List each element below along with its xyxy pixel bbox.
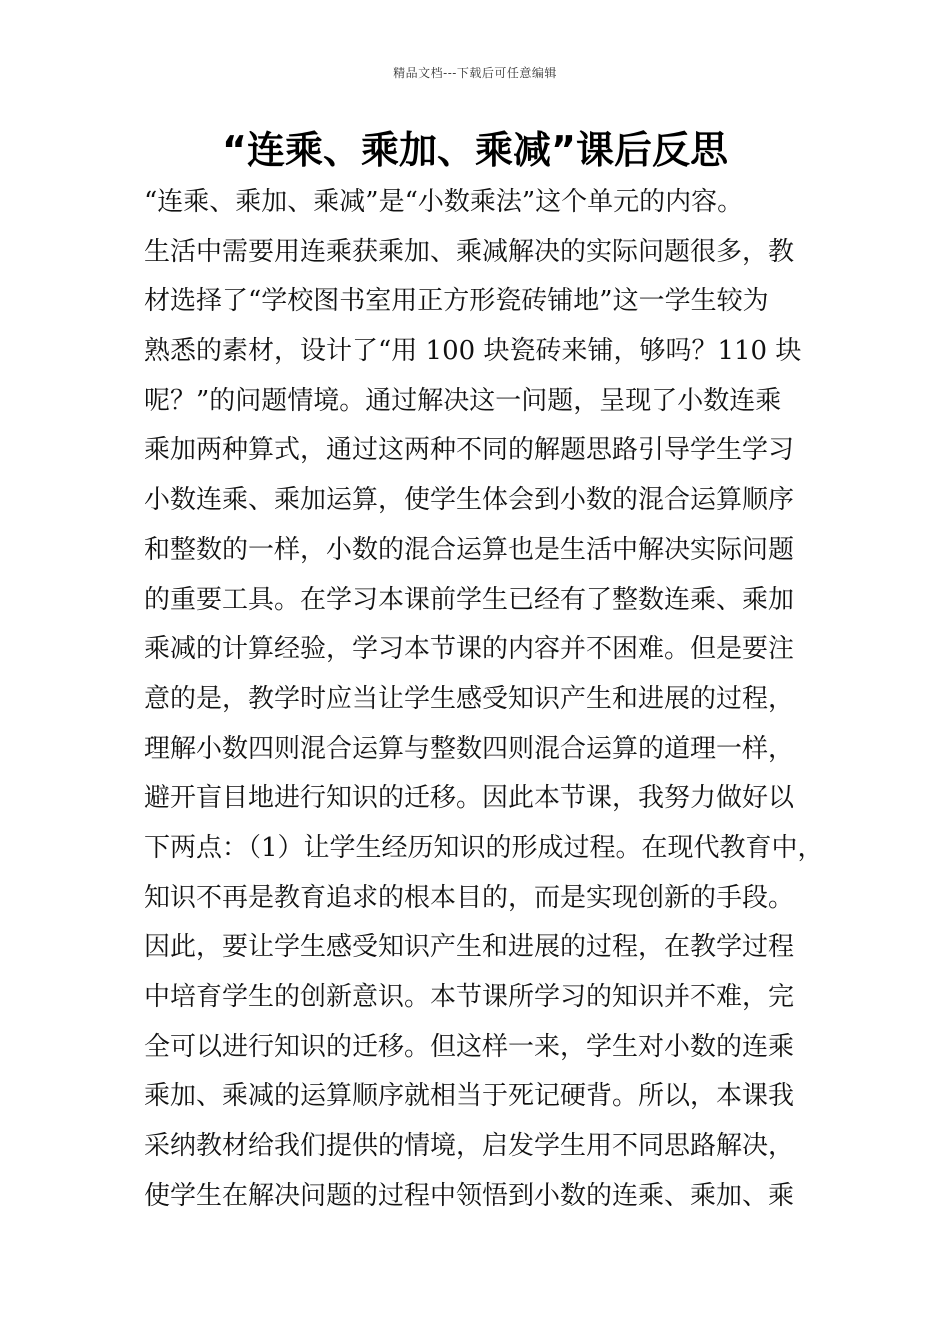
text-line: 使学生在解决问题的过程中领悟到小数的连乘、乘加、乘 bbox=[144, 1180, 795, 1211]
text-line: 下两点：（1）让学生经历知识的形成过程。在现代教育中， bbox=[144, 832, 824, 863]
text-line: 呢？”的问题情境。通过解决这一问题，呈现了小数连乘 bbox=[144, 385, 782, 416]
page-title: “连乘、乘加、乘减”课后反思 bbox=[222, 128, 728, 172]
text-line: 的重要工具。在学习本课前学生已经有了整数连乘、乘加 bbox=[144, 584, 795, 615]
text-line: 乘减的计算经验，学习本节课的内容并不困难。但是要注 bbox=[144, 634, 795, 665]
text-line: 熟悉的素材，设计了“用 100 块瓷砖来铺，够吗？110 块 bbox=[144, 336, 802, 367]
text-line: “连乘、乘加、乘减”是“小数乘法”这个单元的内容。 bbox=[144, 187, 744, 217]
body-paragraph bbox=[144, 178, 824, 1221]
text-line: 因此，要让学生感受知识产生和进展的过程，在教学过程 bbox=[144, 932, 795, 963]
text-line: 避开盲目地进行知识的迁移。因此本节课，我努力做好以 bbox=[144, 783, 795, 814]
text-line: 意的是，教学时应当让学生感受知识产生和进展的过程， bbox=[144, 683, 795, 714]
header-note: 精品文档---下载后可任意编辑 bbox=[393, 66, 557, 80]
text-line: 乘加两种算式，通过这两种不同的解题思路引导学生学习 bbox=[144, 435, 795, 466]
text-line: 知识不再是教育追求的根本目的，而是实现创新的手段。 bbox=[144, 882, 795, 913]
text-line: 理解小数四则混合运算与整数四则混合运算的道理一样， bbox=[144, 733, 795, 764]
text-line: 生活中需要用连乘获乘加、乘减解决的实际问题很多，教 bbox=[144, 236, 795, 267]
text-line: 中培育学生的创新意识。本节课所学习的知识并不难，完 bbox=[144, 982, 795, 1012]
text-line: 采纳教材给我们提供的情境，启发学生用不同思路解决， bbox=[144, 1131, 795, 1162]
text-line: 全可以进行知识的迁移。但这样一来，学生对小数的连乘 bbox=[144, 1031, 795, 1062]
text-line: 小数连乘、乘加运算，使学生体会到小数的混合运算顺序 bbox=[144, 485, 795, 516]
text-line: 材选择了“学校图书室用正方形瓷砖铺地”这一学生较为 bbox=[144, 286, 769, 317]
text-line: 乘加、乘减的运算顺序就相当于死记硬背。所以，本课我 bbox=[144, 1081, 795, 1112]
text-line: 和整数的一样，小数的混合运算也是生活中解决实际问题 bbox=[144, 534, 795, 565]
